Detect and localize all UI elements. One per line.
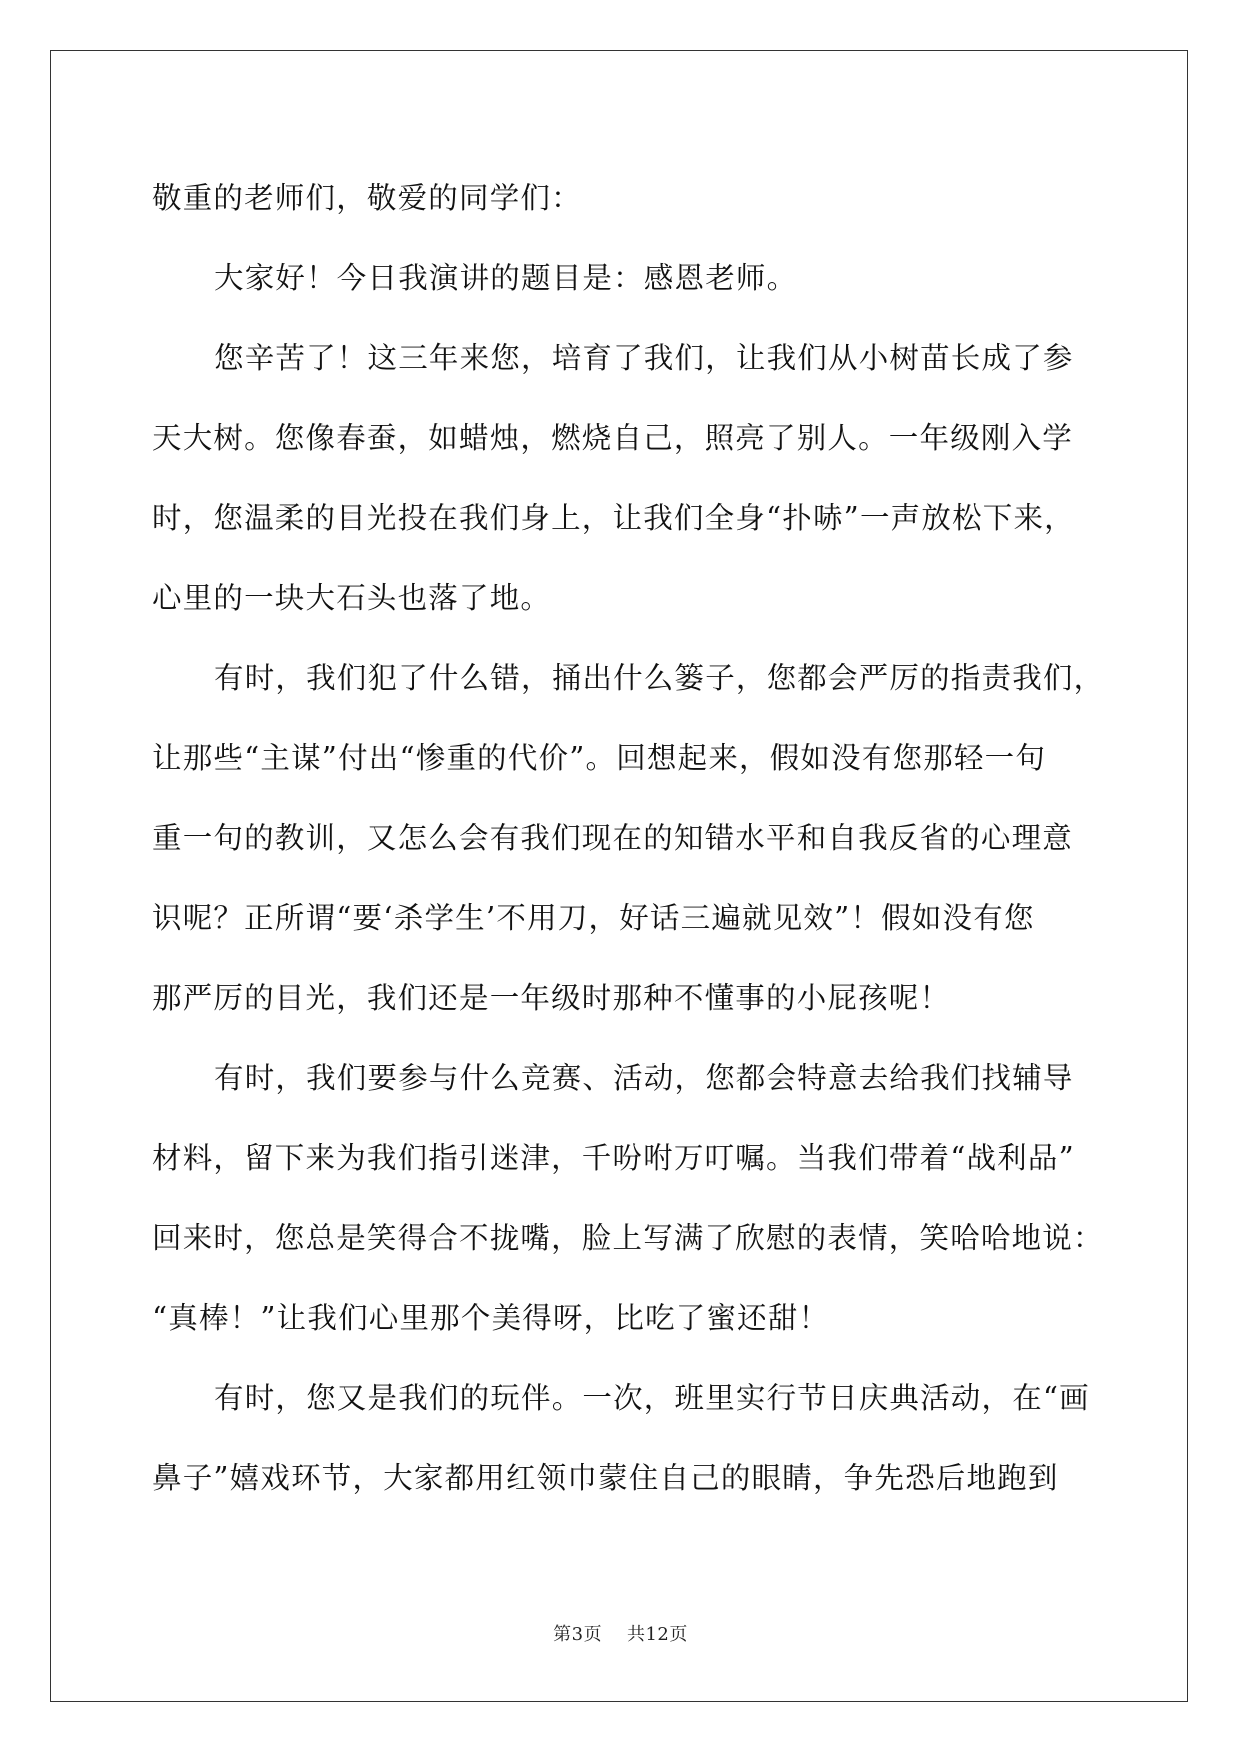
page-footer (0, 1620, 1241, 1646)
text-line: 那严厉的目光，我们还是一年级时那种不懂事的小屁孩呢！ (152, 981, 951, 1015)
text-line: 重一句的教训，又怎么会有我们现在的知错水平和自我反省的心理意 (152, 821, 1074, 855)
page-number-current: 第3页 (553, 1624, 603, 1645)
text-line: 鼻子”嬉戏环节，大家都用红领巾蒙住自己的眼睛，争先恐后地跑到 (152, 1461, 1059, 1495)
text-line: 回来时，您总是笑得合不拢嘴，脸上写满了欣慰的表情，笑哈哈地说： (152, 1221, 1104, 1255)
text-line: 敬重的老师们，敬爱的同学们： (152, 181, 582, 215)
text-line: 有时，我们犯了什么错，捅出什么篓子，您都会严厉的指责我们， (214, 661, 1105, 695)
page-number-total: 共12页 (626, 1624, 688, 1645)
text-line: 时，您温柔的目光投在我们身上，让我们全身“扑哧”一声放松下来， (152, 501, 1075, 535)
text-line: 有时，您又是我们的玩伴。一次，班里实行节日庆典活动，在“画 (214, 1381, 1090, 1415)
text-line: 材料，留下来为我们指引迷津，千吩咐万叮嘱。当我们带着“战利品” (152, 1141, 1075, 1175)
text-line: 让那些“主谋”付出“惨重的代价”。回想起来，假如没有您那轻一句 (152, 741, 1047, 775)
text-line: 识呢？正所谓“要‘杀学生’不用刀，好话三遍就见效”！假如没有您 (152, 901, 1035, 935)
text-line: 心里的一块大石头也落了地。 (152, 581, 552, 615)
text-line: 您辛苦了！这三年来您，培育了我们，让我们从小树苗长成了参 (214, 341, 1074, 375)
text-line: 有时，我们要参与什么竞赛、活动，您都会特意去给我们找辅导 (214, 1061, 1074, 1095)
text-line: 大家好！今日我演讲的题目是：感恩老师。 (214, 261, 798, 295)
footer-gap (602, 1624, 627, 1645)
text-line: “真棒！”让我们心里那个美得呀，比吃了蜜还甜！ (152, 1301, 830, 1335)
text-line: 天大树。您像春蚕，如蜡烛，燃烧自己，照亮了别人。一年级刚入学 (152, 421, 1074, 455)
document-body (152, 158, 1105, 1518)
